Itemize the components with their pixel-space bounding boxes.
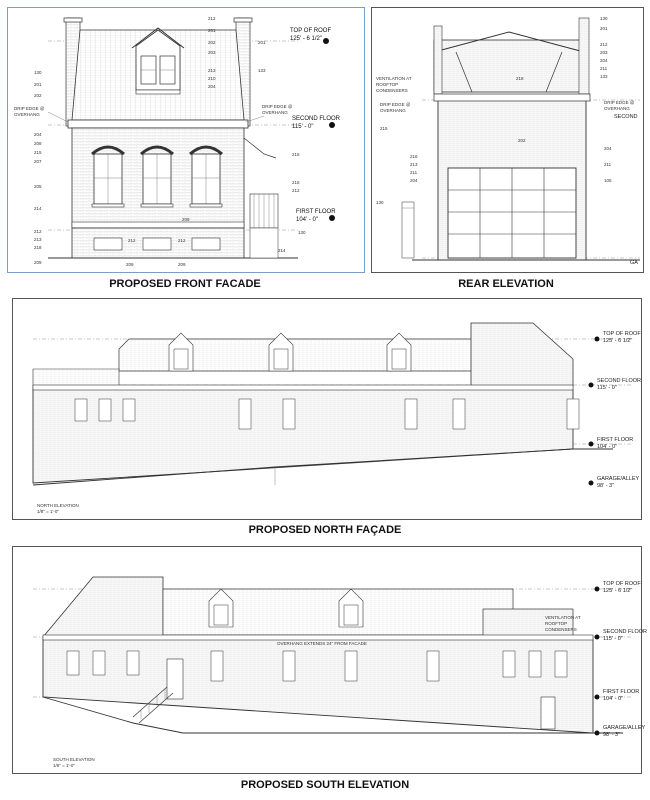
rear-tag-r-133: 133 [600,74,608,79]
rear-tag-r-204: 204 [600,58,608,63]
rear-tag-204: 204 [410,178,418,183]
rear-elevation-panel [371,7,644,273]
south-roof-label: TOP OF ROOF [603,581,641,587]
tag-r-214: 214 [278,248,286,253]
first-level-marker [329,215,335,221]
south-vent-note-2: ROOFTOP [545,621,568,626]
rear-overhang-note-right: OVERHANG [604,106,630,111]
tag-r-215: 215 [292,152,300,157]
south-garage-label: GARAGE/ALLEY [603,725,646,731]
vent-note-2: ROOFTOP [376,82,399,87]
first-level-value: 104' - 0" [296,217,318,223]
rear-drip-note-right: DRIP EDGE @ [604,100,635,105]
south-door-right [541,697,555,729]
front-window-1 [92,147,124,207]
north-rear-block [471,323,573,387]
tag-r-212b: 212 [292,188,300,193]
tag-130: 130 [34,70,42,75]
rear-tag-130: 130 [376,200,384,205]
second-level-marker [329,122,335,128]
vent-note-3: CONDENSERS [376,88,408,93]
north-roof-value: 125' - 6 1/2" [603,338,633,344]
rear-stair [402,202,414,258]
tag-r-203: 203 [208,50,216,55]
tag-213: 213 [34,237,42,242]
rear-tag-r-130: 130 [600,16,608,21]
south-first-value: 104' - 0" [603,696,624,702]
south-overhang-note: OVERHANG EXTENDS 24" FROM FACADE [277,641,367,646]
south-elevation-panel [12,546,648,774]
overhang-note-left: OVERHANG [14,112,40,117]
rear-elevation-caption: REAR ELEVATION [458,278,554,290]
north-second-label: SECOND FLOOR [597,378,642,384]
tag-r-201: 201 [208,28,216,33]
south-roof-value: 125' - 6 1/2" [603,588,633,594]
basement-window-3 [192,238,220,250]
tag-214: 214 [34,206,42,211]
north-garage-value: 98' - 3" [597,483,615,489]
side-porch [244,138,278,258]
roof-level-label: TOP OF ROOF [290,28,332,34]
tag-b-212b: 212 [178,238,186,243]
rear-tag-216: 216 [410,154,418,159]
south-vent-note-1: VENTILATION AT [545,615,581,620]
south-left-block [43,577,163,637]
north-facade-panel [12,298,642,520]
first-level-label: FIRST FLOOR [296,209,336,215]
front-facade-caption: PROPOSED FRONT FACADE [109,278,261,290]
tag-r-210: 210 [208,76,216,81]
tag-b-209: 209 [126,262,134,267]
tag-r-216: 216 [292,180,300,185]
south-vent-note-3: CONDENSERS [545,627,577,632]
tag-207: 207 [34,159,42,164]
rear-elevation-drawing [372,8,643,272]
south-elevation-drawing [13,547,648,773]
vent-note-1: VENTILATION AT [376,76,412,81]
cornice [68,120,248,128]
roof-level-marker [323,38,329,44]
tag-218: 218 [34,245,42,250]
rear-tag-r-203: 203 [600,50,608,55]
rear-tag-r-212: 212 [600,42,608,47]
second-level-label: SECOND FLOOR [292,116,341,122]
rooftop-structure [434,40,584,92]
rear-tag-213: 213 [410,162,418,167]
garage-door [448,168,576,258]
rear-garage-label: GA [630,260,638,266]
north-facade-drawing [13,299,641,519]
rear-tag-r-105: 105 [604,178,612,183]
south-second-value: 115' - 0" [603,636,623,642]
rear-tag-218: 218 [516,76,524,81]
tag-r-212: 212 [208,16,216,21]
front-facade-panel [7,7,365,273]
front-window-3 [190,147,222,207]
tag-r-130: 130 [298,230,306,235]
tag-201: 201 [34,82,42,87]
rear-tag-r-201: 201 [600,26,608,31]
tag-202: 202 [34,93,42,98]
south-elevation-caption: PROPOSED SOUTH ELEVATION [240,779,410,791]
rear-tag-215: 215 [380,126,388,131]
rear-drip-note-left: DRIP EDGE @ [380,102,411,107]
tag-r-133: 133 [258,68,266,73]
south-second-label: SECOND FLOOR [603,629,648,635]
tag-215: 215 [34,150,42,155]
south-view-title: SOUTH ELEVATION [53,757,95,762]
tag-r-204: 204 [208,84,216,89]
rear-tag-r-211: 211 [600,66,608,71]
drip-edge-note-right: DRIP EDGE @ [262,104,293,109]
north-first-label: FIRST FLOOR [597,437,634,443]
tag-r-201b: 201 [258,40,266,45]
tag-b-209c: 209 [182,217,190,222]
basement-window-1 [94,238,122,250]
north-wall [33,389,573,483]
tag-b-209b: 209 [178,262,186,267]
rear-tag-r-211b: 211 [604,162,612,167]
tag-r-202: 202 [208,40,216,45]
south-first-label: FIRST FLOOR [603,689,640,695]
front-window-2 [141,147,173,207]
rear-overhang-note-left: OVERHANG [380,108,406,113]
south-view-scale: 1/8" = 1'-0" [53,763,75,768]
rear-second-label: SECOND [614,114,638,120]
south-garage-value: 98' - 3" [603,732,621,738]
roof-level-value: 125' - 6 1/2" [290,36,322,42]
drip-edge-note-left: DRIP EDGE @ [14,106,45,111]
north-facade-caption: PROPOSED NORTH FAÇADE [248,524,402,536]
basement-window-2 [143,238,171,250]
tag-b-212: 212 [128,238,136,243]
tag-212: 212 [34,229,42,234]
rear-tag-r-204b: 204 [604,146,612,151]
second-level-value: 115' - 0" [292,124,314,130]
rear-tag-202: 202 [518,138,526,143]
north-view-title: NORTH ELEVATION [37,503,79,508]
tag-209: 209 [34,260,42,265]
tag-r-213: 213 [208,68,216,73]
tag-208: 208 [34,141,42,146]
tag-205: 205 [34,184,42,189]
north-garage-label: GARAGE/ALLEY [597,476,640,482]
north-first-value: 104' - 0" [597,444,618,450]
front-facade-drawing [8,8,364,272]
south-door-left [167,659,183,699]
north-view-scale: 1/8" = 1'-0" [37,509,59,514]
overhang-note-right: OVERHANG [262,110,288,115]
north-second-value: 115' - 0" [597,385,617,391]
rear-tag-211: 211 [410,170,418,175]
north-roof-label: TOP OF ROOF [603,331,641,337]
tag-204: 204 [34,132,42,137]
